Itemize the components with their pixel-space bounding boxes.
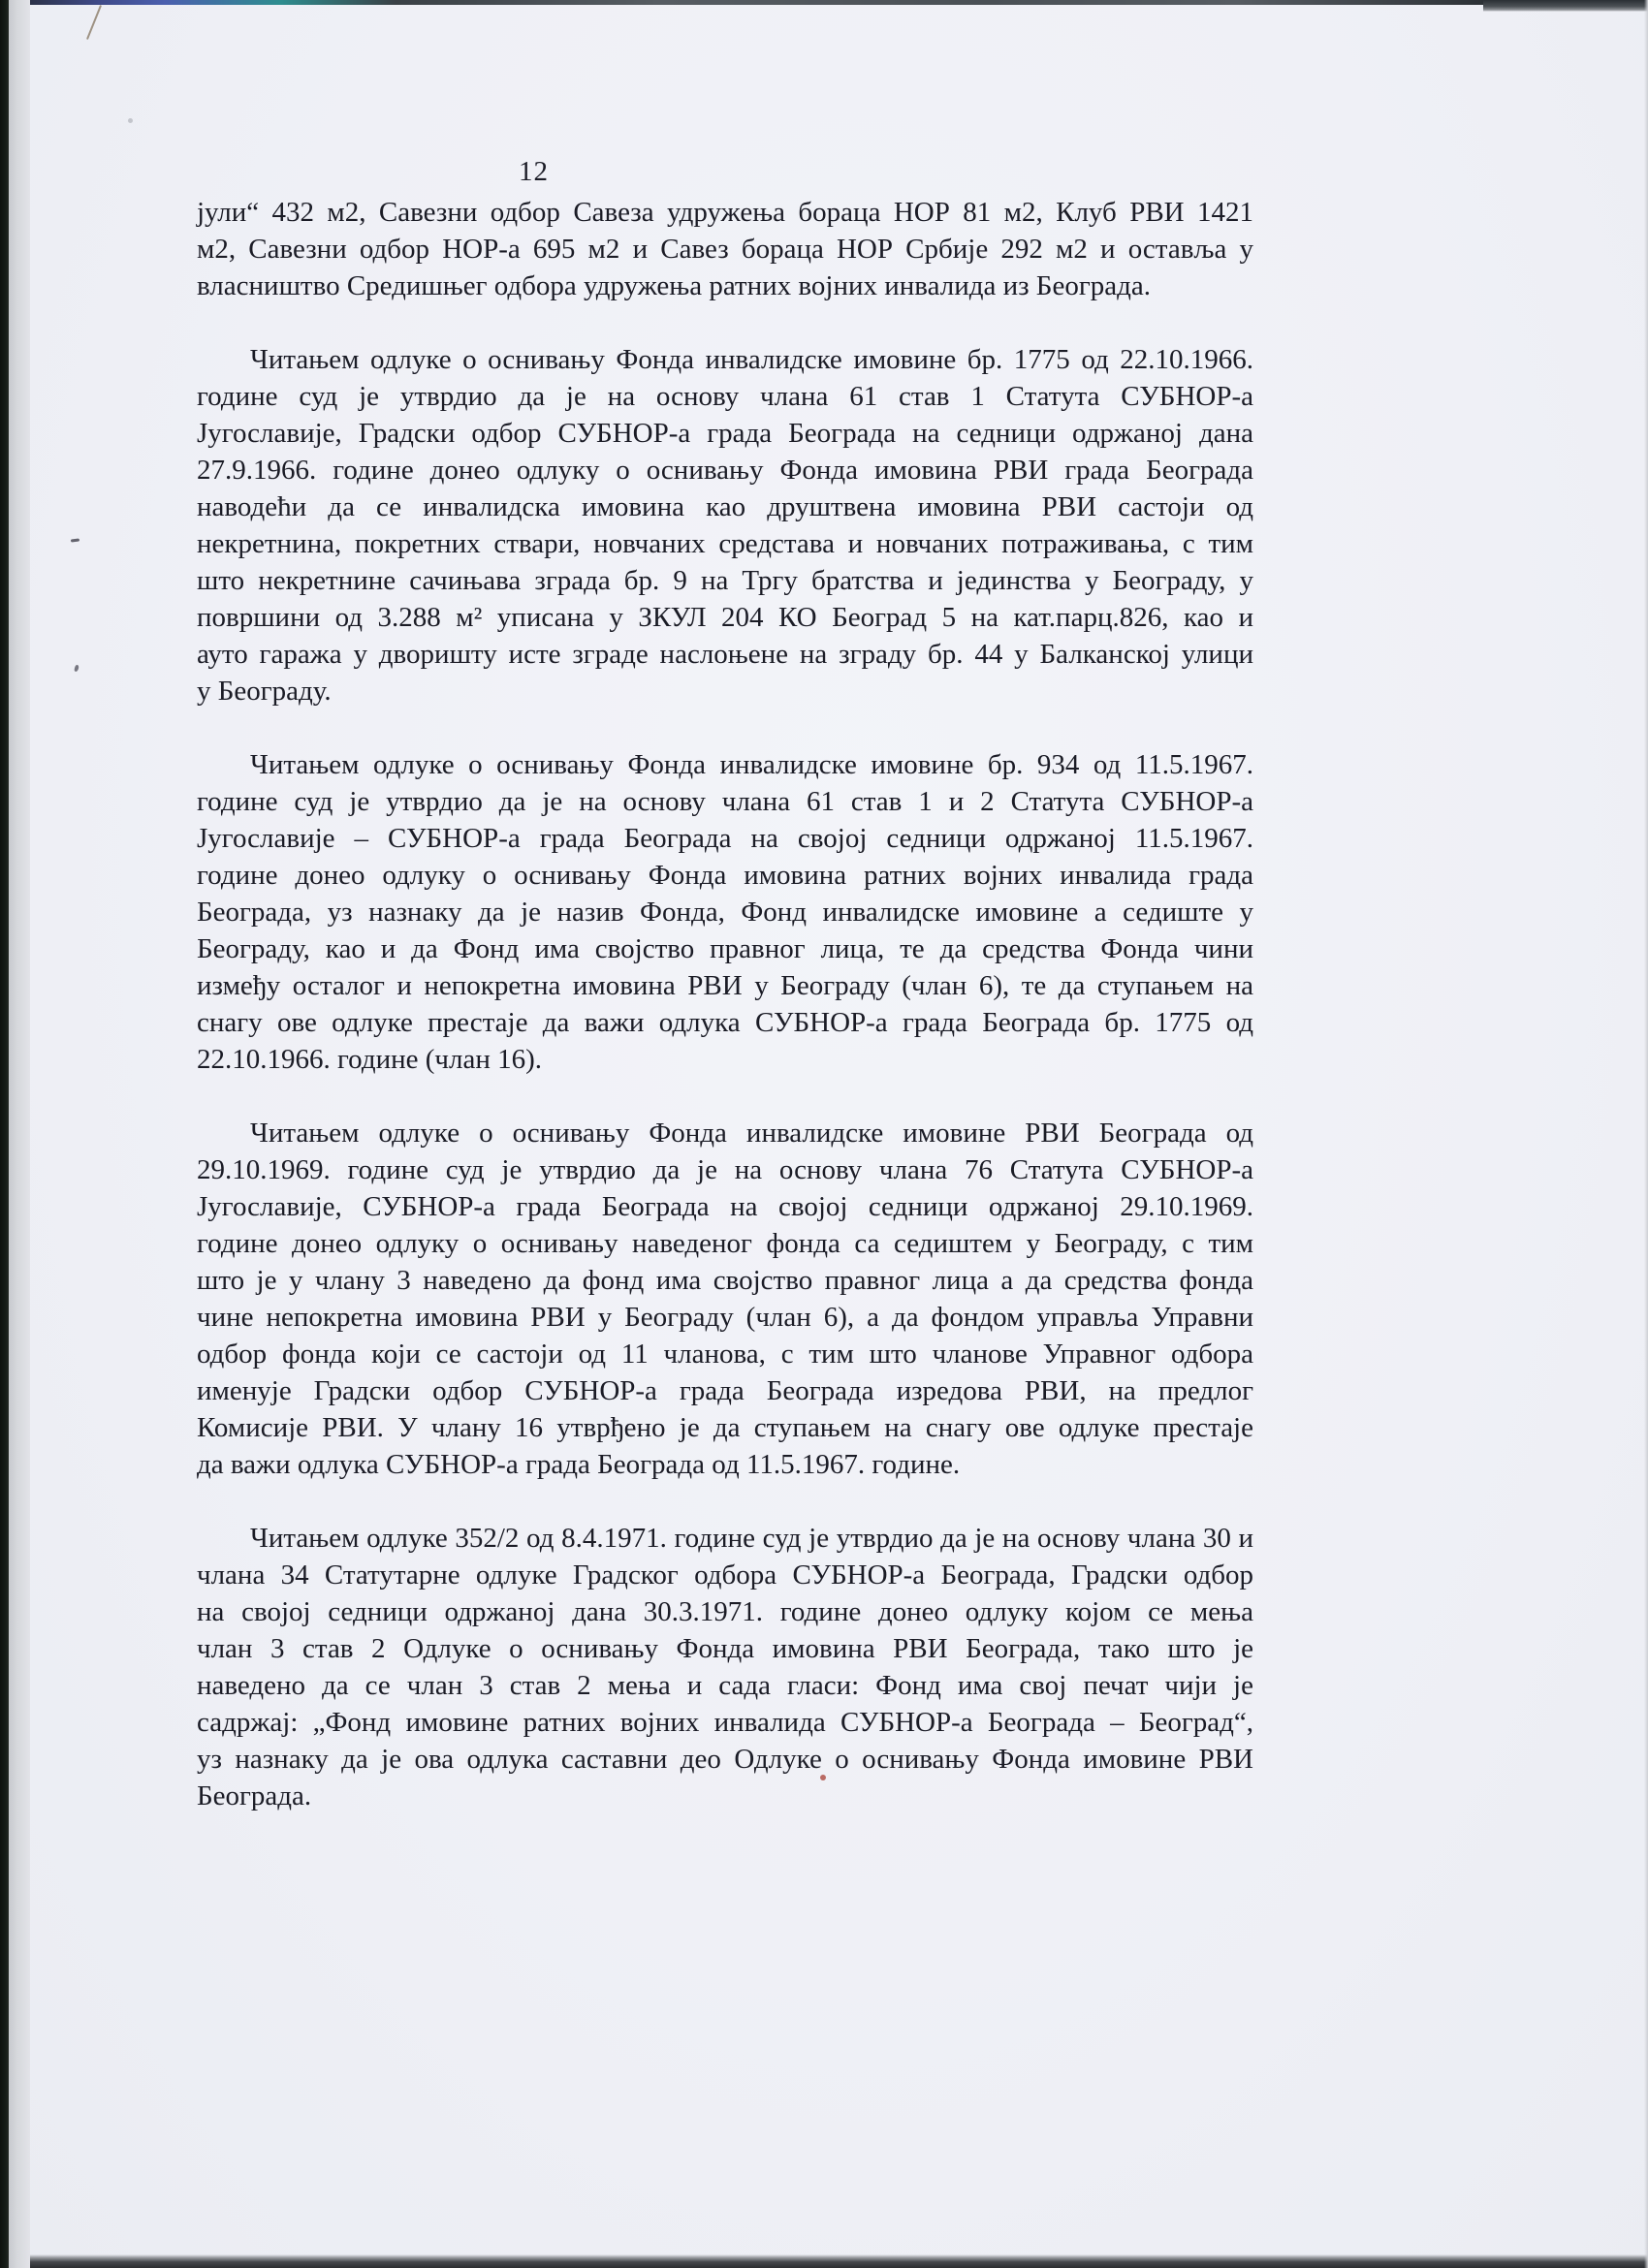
scan-edge-bottom	[30, 2254, 1648, 2268]
text-line: Читањем одлуке 352/2 од 8.4.1971. године суд је утврдио да је на основу члана 30 и	[250, 1523, 1253, 1554]
text-line: године суд је утврдио да је на основу члана 61 став 1 Статута СУБНОР-а	[197, 381, 1253, 412]
text-line: члан 3 став 2 Одлуке о оснивању Фонда имовина РВИ Београда, тако што је	[197, 1633, 1253, 1664]
text-line: јули“ 432 м2, Савезни одбор Савеза удружења бораца НОР 81 м2, Клуб РВИ 1421	[197, 197, 1253, 228]
text-line: Комисије РВИ. У члану 16 утврђено је да ступањем на снагу ове одлуке престаје	[197, 1412, 1253, 1443]
text-line: чине непокретна имовина РВИ у Београду (члан 6), а да фондом управља Управни	[197, 1302, 1253, 1333]
text-line: именује Градски одбор СУБНОР-а града Београда изредова РВИ, на предлог	[197, 1375, 1253, 1406]
paragraph-continuation	[197, 194, 1253, 304]
text-line: 29.10.1969. године суд је утврдио да је на основу члана 76 Статута СУБНОР-а	[197, 1154, 1253, 1185]
scan-edge-left-gray	[9, 0, 30, 2268]
scan-speck	[128, 118, 133, 123]
paragraph-decision-352-2	[197, 1520, 1253, 1814]
scan-edge-top-right	[1483, 0, 1648, 12]
text-line: да важи одлука СУБНОР-а града Београда од 11.5.1967. године.	[197, 1449, 961, 1480]
scan-edge-top	[0, 0, 1648, 5]
text-line: Београда, уз назнаку да је назив Фонда, Фонд инвалидске имовине а седиште у	[197, 897, 1253, 928]
scan-speck	[71, 538, 79, 542]
scan-edge-left-dark	[0, 0, 9, 2268]
text-line: године донео одлуку о оснивању Фонда имовина ратних војних инвалида града	[197, 860, 1253, 891]
text-line: ауто гаража у дворишту исте зграде наслоњене на зграду бр. 44 у Балканској улици	[197, 639, 1253, 670]
text-line: некретнина, покретних ствари, новчаних средстава и новчаних потраживања, с тим	[197, 528, 1253, 559]
text-line: садржај: „Фонд имовине ратних војних инвалида СУБНОР-а Београда – Београд“,	[197, 1707, 1253, 1738]
text-line: Југославије – СУБНОР-а града Београда на својој седници одржаној 11.5.1967.	[197, 823, 1253, 854]
scan-speck	[74, 665, 79, 673]
text-line: Југославије, СУБНОР-а града Београда на својој седници одржаној 29.10.1969.	[197, 1191, 1253, 1222]
text-line: одбор фонда који се састоји од 11 чланова, с тим што чланове Управног одбора	[197, 1339, 1253, 1370]
text-line: године суд је утврдио да је на основу члана 61 став 1 и 2 Статута СУБНОР-а	[197, 786, 1253, 817]
scan-edge-right	[1644, 0, 1648, 2268]
text-line: између осталог и непокретна имовина РВИ у Београду (члан 6), те да ступањем на	[197, 970, 1253, 1001]
page-number: 12	[519, 156, 549, 187]
text-line: 27.9.1966. године донео одлуку о оснивању Фонда имовина РВИ града Београда	[197, 455, 1253, 486]
text-line: м2, Савезни одбор НОР-а 695 м2 и Савез бораца НОР Србије 292 м2 и оставља у	[197, 234, 1253, 265]
scan-fiber-artifact	[86, 5, 102, 40]
text-line: године донео одлуку о оснивању наведеног фонда са седиштем у Београду, с тим	[197, 1228, 1253, 1259]
text-line: уз назнаку да је ова одлука саставни део Одлуке о оснивању Фонда имовине РВИ	[197, 1744, 1253, 1775]
text-line: власништво Средишњег одбора удружења ратних војних инвалида из Београда.	[197, 270, 1151, 301]
paragraph-decision-934	[197, 746, 1253, 1078]
paragraph-decision-1969	[197, 1115, 1253, 1483]
text-line: 22.10.1966. године (члан 16).	[197, 1044, 543, 1075]
text-line: наведено да се члан 3 став 2 мења и сада гласи: Фонд има свој печат чији је	[197, 1670, 1253, 1701]
text-line: Београду, као и да Фонд има својство правног лица, те да средства Фонда чини	[197, 933, 1253, 964]
text-line: у Београду.	[197, 676, 332, 707]
text-line: што је у члану 3 наведено да фонд има својство правног лица а да средства фонда	[197, 1265, 1253, 1296]
text-line: члана 34 Статутарне одлуке Градског одбора СУБНОР-а Београда, Градски одбор	[197, 1559, 1253, 1591]
text-line: Читањем одлуке о оснивању Фонда инвалидске имовине бр. 1775 од 22.10.1966.	[250, 344, 1253, 375]
text-line: Читањем одлуке о оснивању Фонда инвалидске имовине бр. 934 од 11.5.1967.	[250, 749, 1253, 780]
text-line: Београда.	[197, 1780, 312, 1811]
text-line: површини од 3.288 м² уписана у ЗКУЛ 204 КО Београд 5 на кат.парц.826, као и	[197, 602, 1253, 633]
document-body	[197, 153, 1253, 1814]
text-line: Читањем одлуке о оснивању Фонда инвалидске имовине РВИ Београда од	[250, 1118, 1253, 1149]
text-line: Југославије, Градски одбор СУБНОР-а града Београда на седници одржаној дана	[197, 418, 1253, 449]
paragraph-decision-1775	[197, 341, 1253, 709]
text-line: што некретнине сачињава зграда бр. 9 на Тргу братства и јединства у Београду, у	[197, 565, 1253, 596]
text-line: на својој седници одржаној дана 30.3.1971. године донео одлуку којом се мења	[197, 1596, 1253, 1627]
text-line: наводећи да се инвалидска имовина као друштвена имовина РВИ састоји од	[197, 491, 1253, 522]
text-line: снагу ове одлуке престаје да важи одлука СУБНОР-а града Београда бр. 1775 од	[197, 1007, 1253, 1038]
